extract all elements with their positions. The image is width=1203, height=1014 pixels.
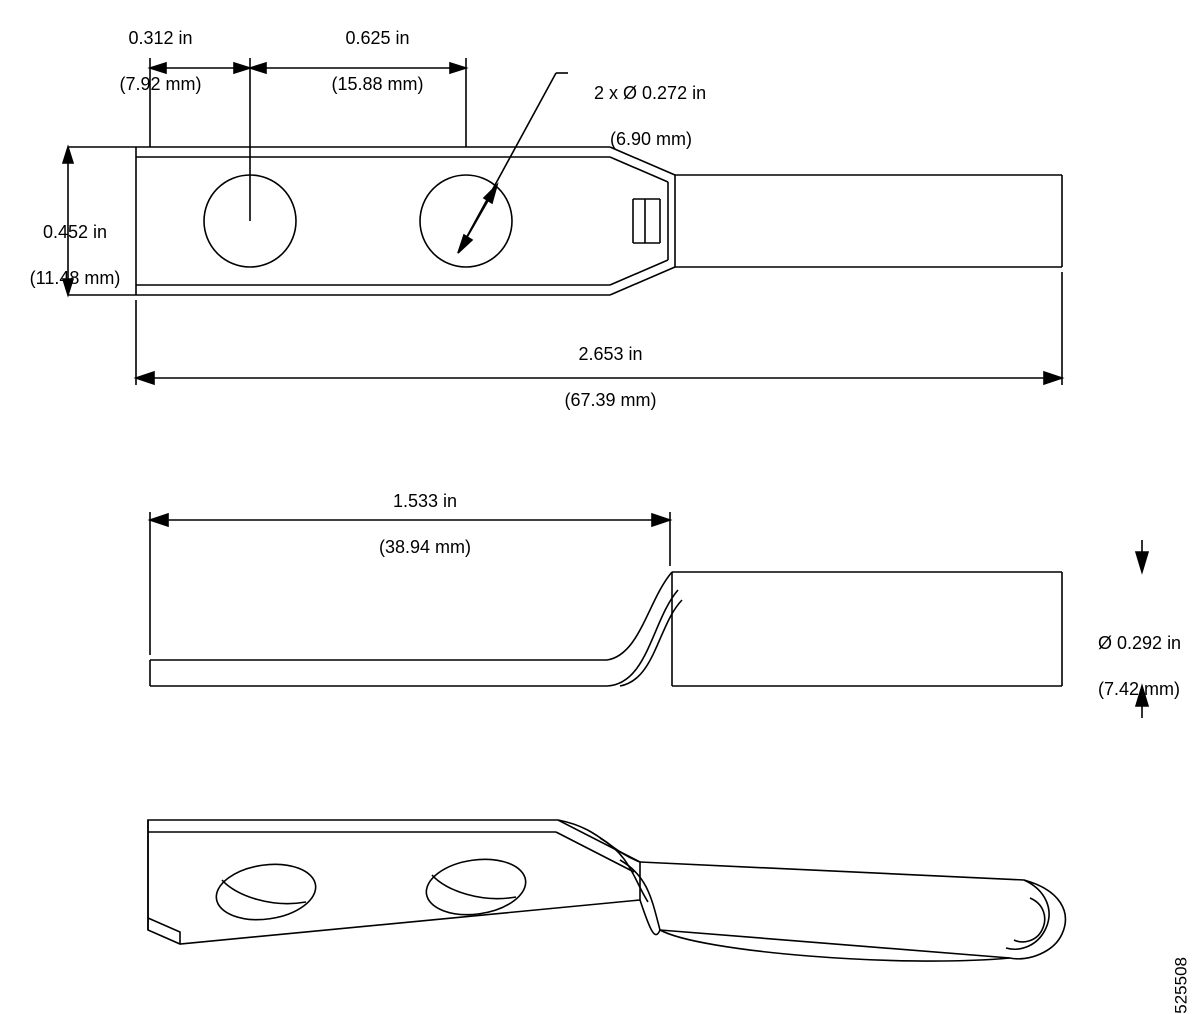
dim-pad-width-mm: (11.48 mm) — [29, 268, 121, 288]
dim-hole-spacing-in: 0.625 in — [345, 28, 410, 48]
dim-pad-width — [4, 198, 126, 313]
dim-hole-edge-distance-mm: (7.92 mm) — [119, 74, 202, 94]
hole-right — [420, 175, 512, 267]
dim-hole-spacing — [300, 4, 435, 119]
dim-overall-length-mm: (67.39 mm) — [564, 390, 657, 410]
side-view-outline — [150, 572, 1062, 686]
figure-id: 525508 — [1172, 957, 1191, 1014]
dim-pad-length-mm: (38.94 mm) — [378, 537, 472, 557]
dim-barrel-diameter — [1078, 609, 1203, 724]
dim-hole-diameter-mm: (6.90 mm) — [610, 129, 693, 149]
dim-hole-diameter-in: 2 x Ø 0.272 in — [594, 83, 707, 103]
dim-pad-length — [345, 467, 485, 582]
dim-hole-edge-distance-in: 0.312 in — [128, 28, 193, 48]
dim-hole-spacing-mm: (15.88 mm) — [331, 74, 424, 94]
dim-pad-width-in: 0.452 in — [42, 222, 108, 242]
dim-overall-length — [528, 320, 673, 435]
dim-barrel-diameter-mm: (7.42 mm) — [1098, 679, 1181, 699]
hole-diameter-leader — [458, 73, 568, 253]
dim-hole-diameter — [574, 59, 774, 174]
dim-barrel-diameter-in: Ø 0.292 in — [1098, 633, 1182, 653]
dim-hole-edge-distance — [93, 4, 208, 119]
dim-overall-length-in: 2.653 in — [578, 344, 643, 364]
isometric-view-outline — [148, 820, 1065, 961]
dim-pad-length-in: 1.533 in — [392, 491, 458, 511]
